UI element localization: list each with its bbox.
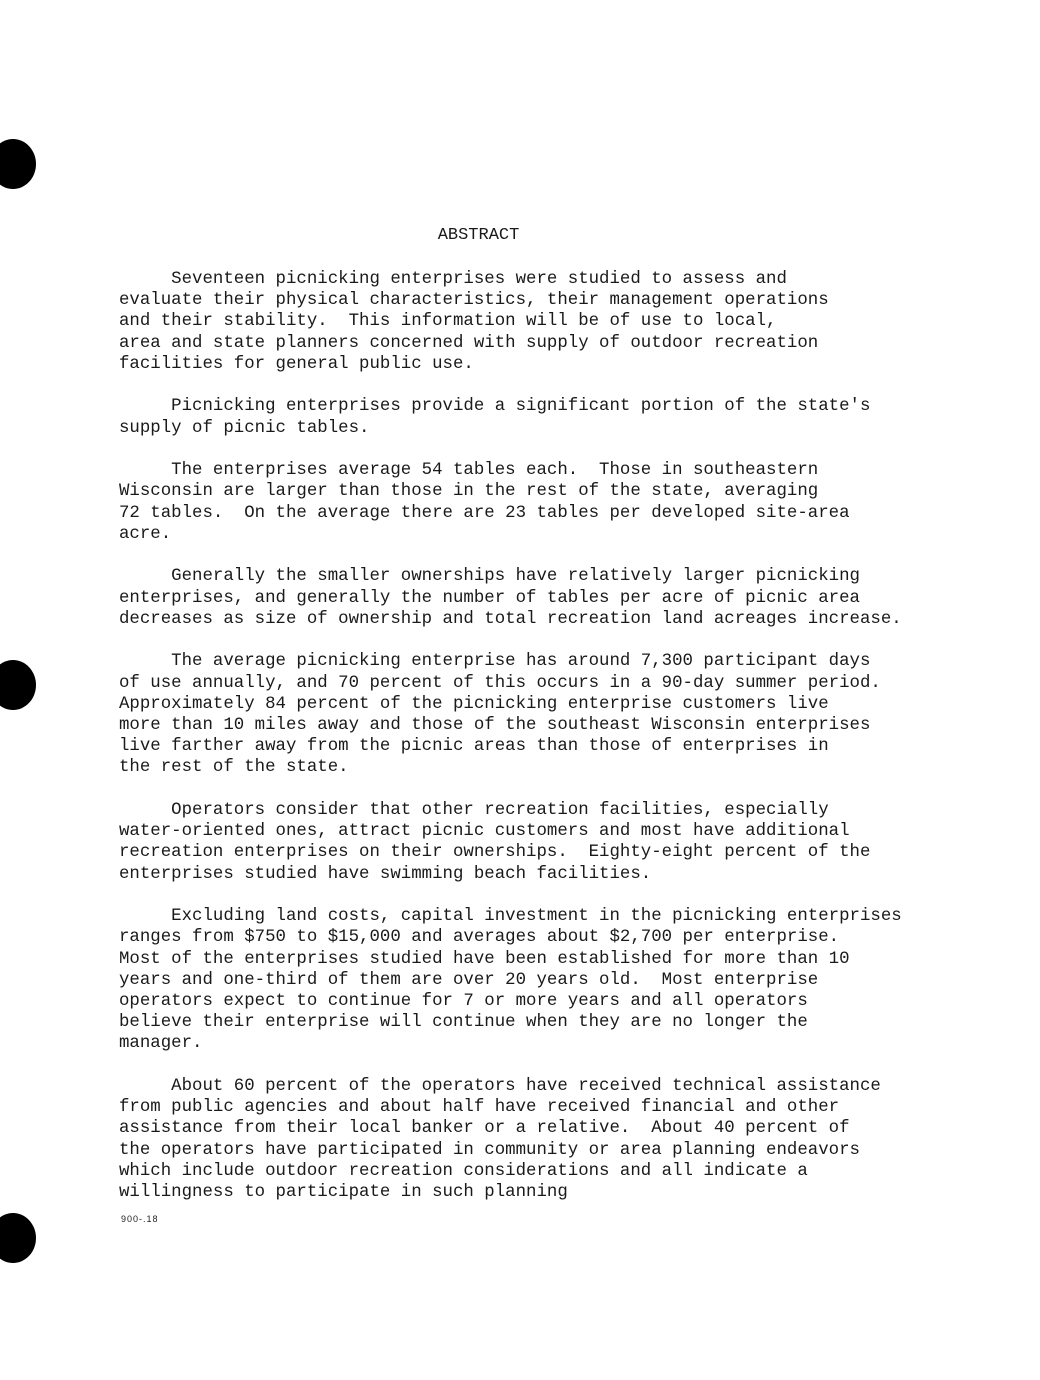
abstract-paragraph xyxy=(119,800,939,885)
paragraph-line: evaluate their physical characteristics, their management operations xyxy=(119,291,829,311)
paragraph-line: believe their enterprise will continue when they are no longer the xyxy=(119,1013,808,1033)
paragraph-line: and their stability. This information will be of use to local, xyxy=(119,312,777,332)
paragraph-line: Operators consider that other recreation facilities, especially xyxy=(119,801,829,821)
paragraph-line: the rest of the state. xyxy=(119,758,349,778)
paragraph-line: enterprises, and generally the number of tables per acre of picnic area xyxy=(119,588,860,608)
paragraph-line: Generally the smaller ownerships have relatively larger picnicking xyxy=(119,567,860,587)
paragraph-line: assistance from their local banker or a relative. About 40 percent of xyxy=(119,1119,850,1139)
paragraph-line: area and state planners concerned with supply of outdoor recreation xyxy=(119,333,819,353)
paragraph-line: more than 10 miles away and those of the southeast Wisconsin enterprises xyxy=(119,716,871,736)
abstract-paragraph xyxy=(119,396,939,438)
paragraph-line: recreation enterprises on their ownerships. Eighty-eight percent of the xyxy=(119,843,871,863)
punch-hole xyxy=(0,1213,36,1263)
abstract-paragraph xyxy=(119,1076,939,1203)
paragraph-line: operators expect to continue for 7 or more years and all operators xyxy=(119,992,808,1012)
paragraph-line: decreases as size of ownership and total recreation land acreages increase. xyxy=(119,609,902,629)
paragraph-line: About 60 percent of the operators have received technical assistance xyxy=(119,1077,881,1097)
paragraph-line: Approximately 84 percent of the picnicking enterprise customers live xyxy=(119,694,829,714)
paragraph-line: enterprises studied have swimming beach facilities. xyxy=(119,864,652,884)
paragraph-line: water-oriented ones, attract picnic customers and most have additional xyxy=(119,822,850,842)
abstract-paragraph xyxy=(119,651,939,778)
paragraph-line: manager. xyxy=(119,1034,203,1054)
paragraph-line: live farther away from the picnic areas than those of enterprises in xyxy=(119,737,829,757)
paragraph-line: from public agencies and about half have received financial and other xyxy=(119,1098,840,1118)
paragraph-line: The average picnicking enterprise has around 7,300 participant days xyxy=(119,652,871,672)
abstract-paragraph xyxy=(119,906,939,1054)
paragraph-line: Seventeen picnicking enterprises were studied to assess and xyxy=(119,270,787,289)
paragraph-line: The enterprises average 54 tables each. Those in southeastern xyxy=(119,461,819,481)
punch-hole xyxy=(0,139,36,189)
paragraph-line: Wisconsin are larger than those in the rest of the state, averaging xyxy=(119,482,819,502)
paragraph-line: years and one-third of them are over 20 years old. Most enterprise xyxy=(119,970,819,990)
footer-code: 900-.18 xyxy=(121,1214,159,1224)
paragraph-line: acre. xyxy=(119,524,172,544)
paragraph-line: supply of picnic tables. xyxy=(119,418,370,438)
punch-hole xyxy=(0,660,36,710)
paragraph-line: the operators have participated in community or area planning endeavors xyxy=(119,1140,860,1160)
abstract-paragraph xyxy=(119,566,939,630)
paragraph-line: which include outdoor recreation considerations and all indicate a xyxy=(119,1161,808,1181)
paragraph-line: 72 tables. On the average there are 23 tables per developed site-area xyxy=(119,503,850,523)
paragraph-line: Excluding land costs, capital investment in the picnicking enterprises xyxy=(119,907,902,927)
paragraph-line: Picnicking enterprises provide a significant portion of the state's xyxy=(119,397,871,417)
abstract-title: ABSTRACT xyxy=(437,226,520,245)
abstract-body xyxy=(119,269,939,1225)
paragraph-line: Most of the enterprises studied have been established for more than 10 xyxy=(119,949,850,969)
paragraph-line: facilities for general public use. xyxy=(119,354,474,374)
paragraph-line: of use annually, and 70 percent of this occurs in a 90-day summer period. xyxy=(119,673,881,693)
paragraph-line: ranges from $750 to $15,000 and averages about $2,700 per enterprise. xyxy=(119,928,840,948)
abstract-paragraph xyxy=(119,460,939,545)
paragraph-line: willingness to participate in such planning xyxy=(119,1183,568,1203)
abstract-paragraph xyxy=(119,269,939,375)
